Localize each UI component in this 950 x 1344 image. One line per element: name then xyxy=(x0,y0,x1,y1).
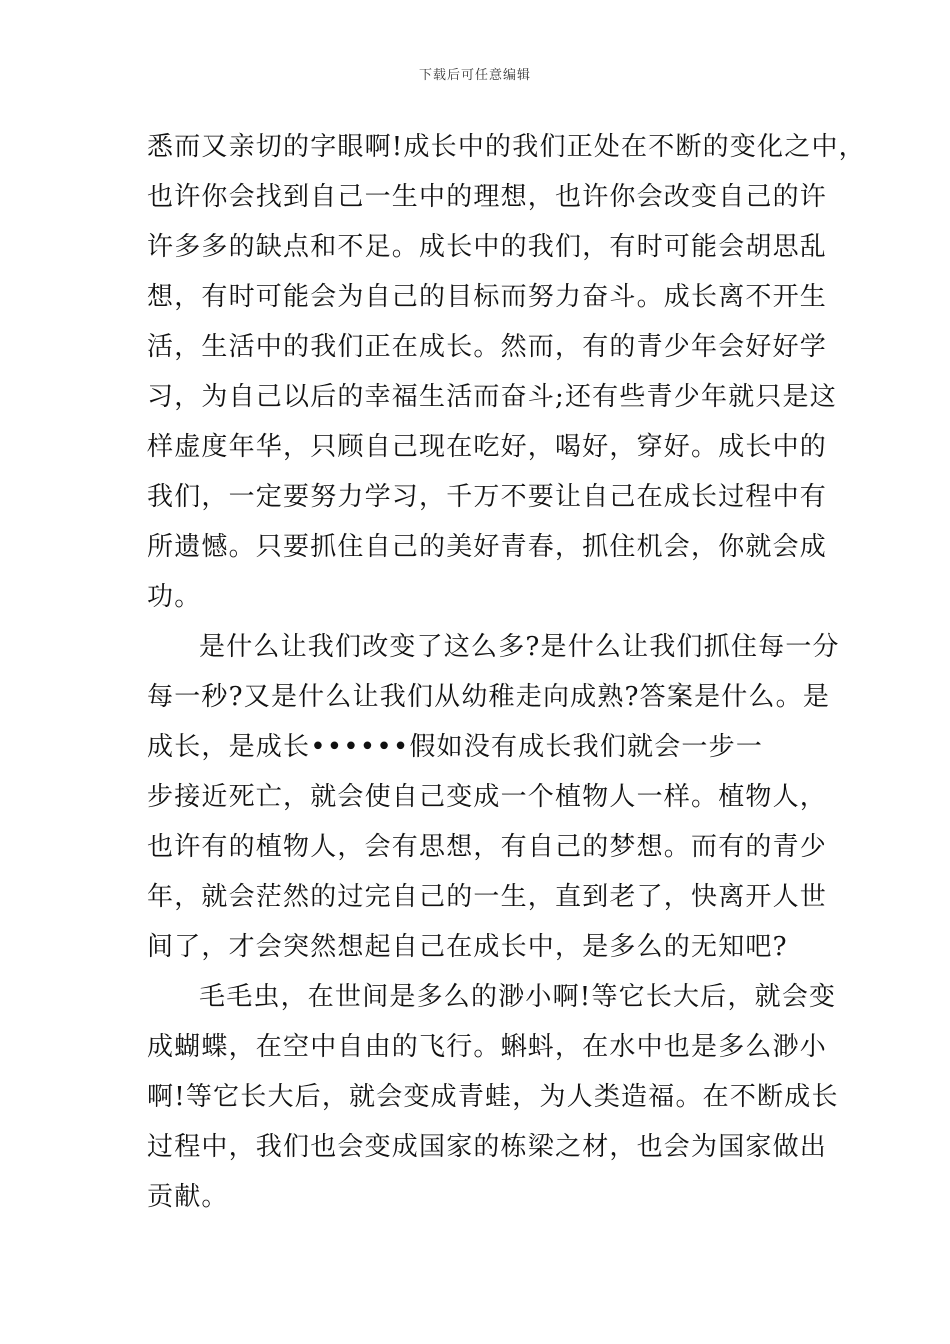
text-line: 所遗憾。只要抓住自己的美好青春，抓住机会，你就会成 xyxy=(147,532,828,562)
text-line: 功。 xyxy=(147,582,202,612)
text-line: 也许有的植物人，会有思想，有自己的梦想。而有的青少 xyxy=(147,832,828,862)
text-line: 我们，一定要努力学习，千万不要让自己在成长过程中有 xyxy=(147,482,828,512)
document-body xyxy=(147,122,866,1222)
text-line: 成长，是成长••••••假如没有成长我们就会一步一 xyxy=(147,732,764,762)
text-line: 悉而又亲切的字眼啊!成长中的我们正处在不断的变化之中， xyxy=(147,132,866,162)
paragraph-start-line: 是什么让我们改变了这么多?是什么让我们抓住每一分 xyxy=(199,632,840,662)
page-header: 下载后可任意编辑 xyxy=(418,68,531,83)
text-line: 许多多的缺点和不足。成长中的我们，有时可能会胡思乱 xyxy=(147,232,828,262)
text-line: 成蝴蝶，在空中自由的飞行。蝌蚪，在水中也是多么渺小 xyxy=(147,1032,828,1062)
text-line: 啊!等它长大后，就会变成青蛙，为人类造福。在不断成长 xyxy=(147,1082,839,1112)
text-line: 每一秒?又是什么让我们从幼稚走向成熟?答案是什么。是 xyxy=(147,682,831,712)
text-line: 活，生活中的我们正在成长。然而，有的青少年会好好学 xyxy=(147,332,828,362)
text-line: 年，就会茫然的过完自己的一生，直到老了，快离开人世 xyxy=(147,882,828,912)
text-line: 想，有时可能会为自己的目标而努力奋斗。成长离不开生 xyxy=(147,282,828,312)
text-line: 也许你会找到自己一生中的理想，也许你会改变自己的许 xyxy=(147,182,828,212)
paragraph-start-line: 毛毛虫，在世间是多么的渺小啊!等它长大后，就会变 xyxy=(199,982,837,1012)
text-line: 间了，才会突然想起自己在成长中，是多么的无知吧? xyxy=(147,932,788,962)
text-line: 样虚度年华，只顾自己现在吃好，喝好，穿好。成长中的 xyxy=(147,432,828,462)
text-line: 过程中，我们也会变成国家的栋梁之材，也会为国家做出 xyxy=(147,1132,828,1162)
text-line: 习，为自己以后的幸福生活而奋斗;还有些青少年就只是这 xyxy=(147,382,837,412)
text-line: 贡献。 xyxy=(147,1182,229,1212)
text-line: 步接近死亡，就会使自己变成一个植物人一样。植物人， xyxy=(147,782,828,812)
